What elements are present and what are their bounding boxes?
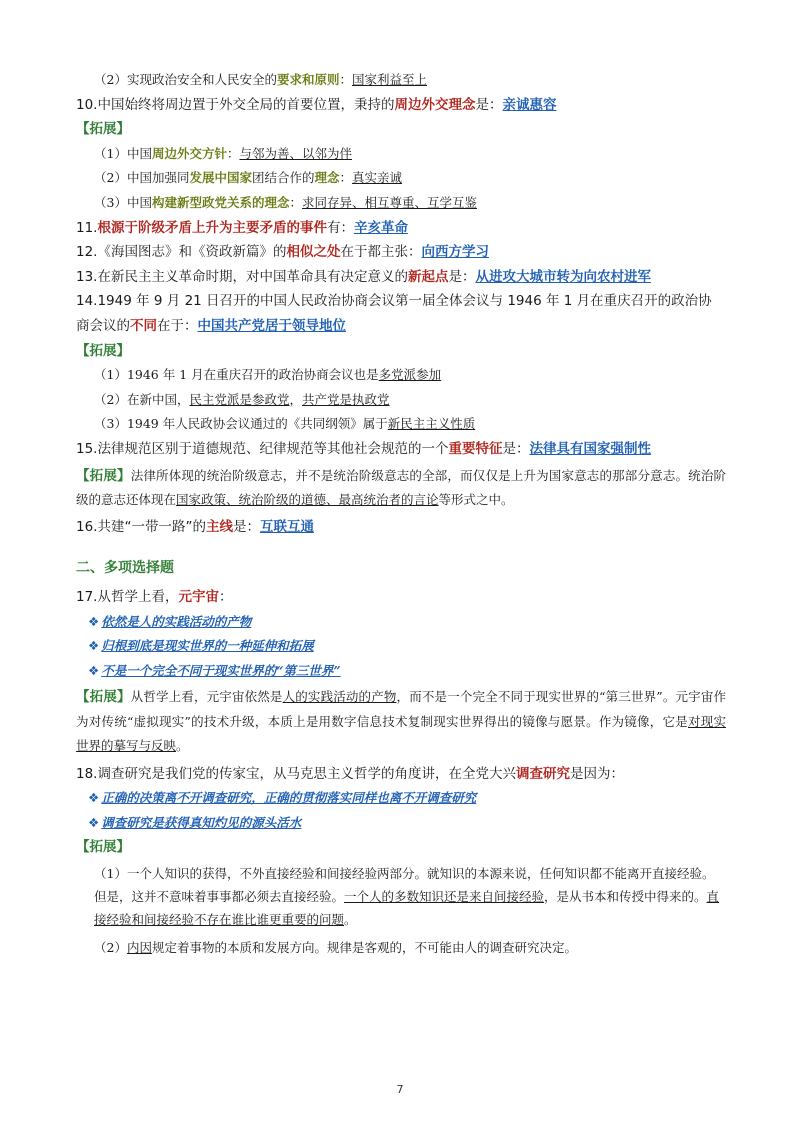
diamond-flower-icon: ❖ — [88, 662, 100, 678]
q14-expand-label: 【拓展】 — [76, 342, 130, 359]
q17-option: ❖ 不是一个完全不同于现实世界的“第三世界” — [88, 662, 341, 678]
q17-option: ❖ 归根到底是现实世界的一种延伸和拓展 — [88, 638, 314, 654]
q17: 17.从哲学上看，元宇宙： — [76, 589, 233, 606]
q18-option: ❖ 正确的决策离不开调查研究，正确的贯彻落实同样也离不开调查研究 — [88, 790, 477, 806]
q9-sub2: （2）实现政治安全和人民安全的要求和原则：国家利益至上 — [94, 72, 428, 87]
q18-option: ❖ 调查研究是获得真知灼见的源头活水 — [88, 814, 302, 830]
q14-line1: 14.1949 年 9 月 21 日召开的中国人民政治协商会议第一届全体会议与 1946 年 1 月在重庆召开的政治协 — [76, 293, 712, 310]
q18-expand-label: 【拓展】 — [76, 839, 130, 856]
q18: 18.调查研究是我们党的传家宝，从马克思主义哲学的角度讲，在全党大兴调查研究是因为： — [76, 765, 624, 782]
page-number: 7 — [396, 1083, 404, 1096]
q10-sub2: （2）中国加强同发展中国家团结合作的理念：真实亲诚 — [94, 170, 403, 186]
diamond-flower-icon: ❖ — [88, 638, 100, 654]
q14-sub3: （3）1949 年人民政协会议通过的《共同纲领》属于新民主主义性质 — [94, 416, 476, 432]
q17-expand: 【拓展】从哲学上看，元宇宙依然是人的实践活动的产物，而不是一个完全不同于现实世界的“第三世界”。元宇宙作为对传统“虚拟现实”的技术升级，本质上是用数字信息技术复制现实世界得出的镜像与愿景。作为镜像，它是对现实世界的摹写与反映。 — [76, 689, 726, 754]
q10-expand-label: 【拓展】 — [76, 121, 130, 138]
q10: 10.中国始终将周边置于外交全局的首要位置，秉持的周边外交理念是：亲诚惠容 — [76, 96, 557, 113]
q15: 15.法律规范区别于道德规范、纪律规范等其他社会规范的一个重要特征是：法律具有国家强制性 — [76, 440, 651, 457]
q14-sub2: （2）在新中国，民主党派是参政党，共产党是执政党 — [94, 391, 390, 407]
q10-sub3: （3）中国构建新型政党关系的理念：求同存异、相互尊重、互学互鉴 — [94, 194, 477, 210]
q11: 11.根源于阶级矛盾上升为主要矛盾的事件有：辛亥革命 — [76, 219, 408, 236]
q14-sub1: （1）1946 年 1 月在重庆召开的政治协商会议也是多党派参加 — [94, 367, 442, 383]
q16: 16.共建“一带一路”的主线是：互联互通 — [76, 519, 314, 536]
q15-expand: 【拓展】法律所体现的统治阶级意志，并不是统治阶级意志的全部，而仅仅是上升为国家意志的那部分意志。统治阶级的意志还体现在国家政策、统治阶级的道德、最高统治者的言论等形式之中。 — [76, 467, 726, 507]
q10-sub1: （1）中国周边外交方针：与邻为善、以邻为伴 — [94, 145, 352, 161]
q18-expand-p2: （2）内因规定着事物的本质和发展方向。规律是客观的，不可能由人的调查研究决定。 — [94, 939, 577, 955]
diamond-flower-icon: ❖ — [88, 790, 100, 806]
diamond-flower-icon: ❖ — [88, 613, 100, 629]
q18-expand-p1: （1）一个人知识的获得，不外直接经验和间接经验两部分。就知识的本源来说，任何知识都不能离开直接经验。但是，这并不意味着事事都必须去直接经验。一个人的多数知识还是来自间接经验，是从书本和传授中得来的。直接经验和间接经验不存在谁比谁更重要的问题。 — [94, 865, 720, 927]
section-title-multiple-choice: 二、多项选择题 — [76, 560, 174, 577]
diamond-flower-icon: ❖ — [88, 814, 100, 830]
q17-option: ❖ 依然是人的实践活动的产物 — [88, 613, 252, 629]
q12: 12.《海国图志》和《资政新篇》的相似之处在于都主张：向西方学习 — [76, 244, 489, 261]
q13: 13.在新民主主义革命时期，对中国革命具有决定意义的新起点是：从进攻大城市转为向农村进军 — [76, 268, 651, 285]
q14-line2: 商会议的不同在于：中国共产党居于领导地位 — [76, 317, 346, 334]
document-page — [76, 70, 726, 963]
